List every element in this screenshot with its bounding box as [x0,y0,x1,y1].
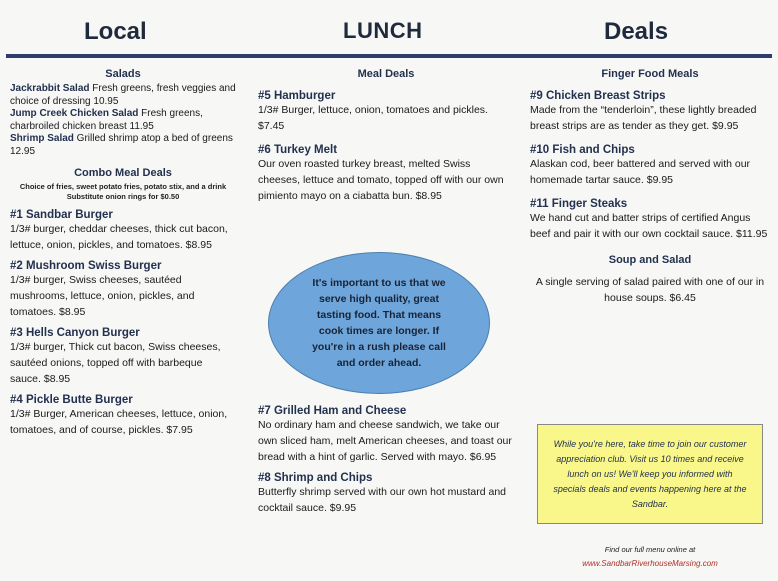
salad-item [10,133,236,158]
salad-name: Jump Creek Chicken Salad [10,108,139,119]
menu-item-title: #6 Turkey Melt [258,144,338,156]
cook-time-callout [268,252,490,394]
menu-item-desc: 1/3# burger, Swiss cheeses, sautéed mushrooms, lettuce, onion, pickles, and tomatoes. $8.95 [10,274,195,318]
menu-item-desc: Butterfly shrimp served with our own hot mustard and cocktail sauce. $9.95 [258,486,507,514]
customer-club-text: While you're here, take time to join our customer appreciation club. Visit us 10 times and receive lunch on us! We'll keep you informed with specials deals and events happening here at the Sandbar. [553,438,747,509]
column-lunch-lower [258,398,514,516]
menu-item-title: #5 Hamburger [258,90,336,102]
combo-note: Choice of fries, sweet potato fries, potato stix, and a drink Substitute onion rings for $0.50 [19,182,227,201]
salad-item [10,108,236,133]
salad-item [10,83,236,108]
salad-desc: Grilled shrimp atop a bed of greens 12.95 [10,133,233,157]
menu-item-title: #7 Grilled Ham and Cheese [258,405,407,417]
column-lunch [258,66,514,204]
salad-desc: Fresh greens, charbroiled chicken breast 11.95 [10,108,203,132]
menu-item-title: #4 Pickle Butte Burger [10,394,133,406]
menu-item-desc: No ordinary ham and cheese sandwich, we take our own sliced ham, melt American cheeses, and toast our bread with a hint of garlic. Served with mayo. $6.95 [258,419,512,463]
salads-title: Salads [105,68,141,80]
menu-item-title: #1 Sandbar Burger [10,209,113,221]
footer-url[interactable]: www.SandbarRiverhouseMarsing.com [582,559,718,568]
header-deals: Deals [604,18,669,45]
meal-deals-title: Meal Deals [357,68,415,80]
menu-item-desc: 1/3# burger, cheddar cheeses, thick cut bacon, lettuce, onion, pickles, and tomatoes. $8.95 [10,223,228,251]
header-local: Local [84,18,147,45]
customer-club-box [537,424,763,524]
header-lunch: LUNCH [343,18,423,43]
salad-name: Shrimp Salad [10,133,74,144]
column-local [10,66,236,438]
menu-item-desc: 1/3# Burger, American cheeses, lettuce, onion, tomatoes, and of course, pickles. $7.95 [10,408,228,436]
soup-salad-title: Soup and Salad [608,254,692,266]
menu-item-desc: Alaskan cod, beer battered and served with our homemade tartar sauce. $9.95 [530,158,751,186]
header-rule [6,54,772,58]
menu-item-desc: 1/3# Burger, lettuce, onion, tomatoes and pickles. $7.45 [258,104,488,132]
menu-item-title: #9 Chicken Breast Strips [530,90,666,102]
callout-text: It's important to us that we serve high quality, great tasting food. That means cook times are longer. If you're in a rush please call and order ahead. [312,277,446,369]
menu-item-title: #8 Shrimp and Chips [258,472,373,484]
finger-food-title: Finger Food Meals [601,68,699,80]
column-deals [530,66,770,306]
combo-title: Combo Meal Deals [74,167,172,179]
menu-item-title: #3 Hells Canyon Burger [10,327,140,339]
menu-item-title: #2 Mushroom Swiss Burger [10,260,162,272]
salad-name: Jackrabbit Salad [10,83,90,94]
menu-item-desc: Made from the “tenderloin”, these lightly breaded breast strips are as tender as they get. $9.95 [530,104,757,132]
menu-item-desc: Our oven roasted turkey breast, melted Swiss cheeses, lettuce and tomato, topped off with our own pimiento mayo on a ciabatta bun. $8.95 [258,158,504,202]
footer-line: Find our full menu online at [604,545,696,554]
salad-desc: Fresh greens, fresh veggies and choice of dressing 10.95 [10,83,236,107]
menu-item-desc: 1/3# burger, Thick cut bacon, Swiss cheeses, sautéed onions, topped off with barbeque sauce. $8.95 [10,341,221,385]
menu-item-title: #10 Fish and Chips [530,144,635,156]
menu-item-title: #11 Finger Steaks [530,198,628,210]
soup-salad-desc: A single serving of salad paired with one of our in house soups. $6.45 [535,276,765,304]
menu-item-desc: We hand cut and batter strips of certified Angus beef and pair it with our own cocktail sauce. $11.95 [530,212,768,240]
